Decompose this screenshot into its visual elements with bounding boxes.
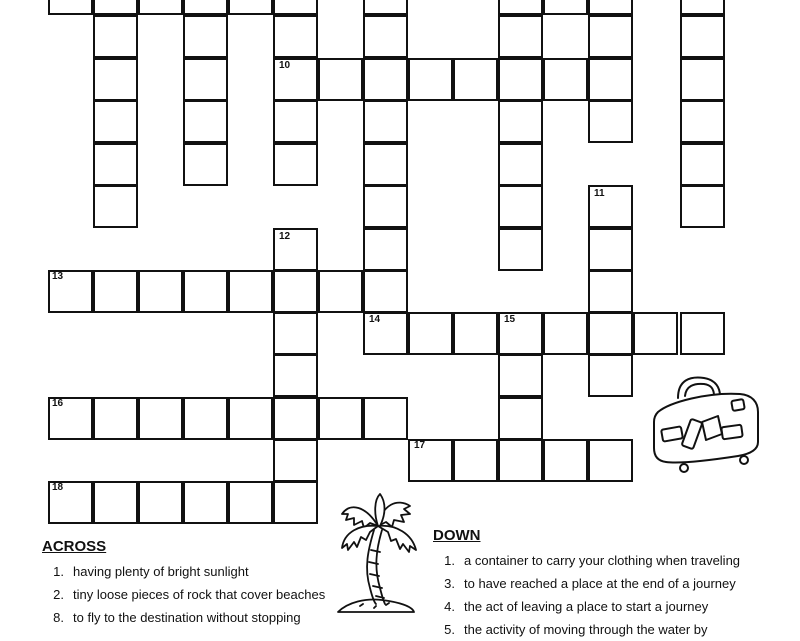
grid-cell[interactable] bbox=[363, 100, 408, 143]
grid-cell[interactable] bbox=[498, 100, 543, 143]
down-clue: 4. the act of leaving a place to start a journey bbox=[444, 599, 709, 614]
clue-number-14: 14 bbox=[369, 314, 381, 325]
grid-cell[interactable] bbox=[48, 0, 93, 15]
clue-number-13: 13 bbox=[52, 271, 64, 282]
grid-cell[interactable] bbox=[93, 143, 138, 186]
down-clue: 3. to have reached a place at the end of a journey bbox=[444, 576, 736, 591]
grid-cell[interactable] bbox=[408, 58, 453, 101]
grid-cell[interactable] bbox=[93, 0, 138, 15]
grid-cell[interactable] bbox=[93, 397, 138, 440]
grid-cell[interactable] bbox=[363, 0, 408, 15]
grid-cell[interactable] bbox=[318, 58, 363, 101]
grid-cell[interactable] bbox=[228, 270, 273, 313]
grid-cell[interactable] bbox=[408, 312, 453, 355]
grid-cell[interactable] bbox=[543, 58, 588, 101]
grid-cell[interactable] bbox=[183, 58, 228, 101]
grid-cell[interactable] bbox=[363, 397, 408, 440]
down-clue: 1. a container to carry your clothing when traveling bbox=[444, 553, 741, 568]
grid-cell[interactable] bbox=[543, 312, 588, 355]
grid-cell[interactable] bbox=[363, 58, 408, 101]
grid-cell[interactable] bbox=[498, 15, 543, 58]
grid-cell[interactable] bbox=[588, 270, 633, 313]
grid-cell[interactable] bbox=[363, 228, 408, 271]
grid-cell[interactable] bbox=[588, 15, 633, 58]
grid-cell[interactable] bbox=[228, 0, 273, 15]
grid-cell[interactable] bbox=[588, 0, 633, 15]
grid-cell[interactable] bbox=[498, 439, 543, 482]
clue-number-16: 16 bbox=[52, 398, 64, 409]
grid-cell[interactable] bbox=[183, 481, 228, 524]
grid-cell[interactable] bbox=[498, 58, 543, 101]
grid-cell[interactable] bbox=[680, 100, 725, 143]
grid-cell[interactable] bbox=[273, 100, 318, 143]
clue-number-15: 15 bbox=[504, 314, 516, 325]
clue-number-17: 17 bbox=[414, 440, 426, 451]
grid-cell[interactable] bbox=[498, 354, 543, 397]
grid-cell[interactable] bbox=[183, 270, 228, 313]
grid-cell[interactable] bbox=[273, 143, 318, 186]
grid-cell[interactable] bbox=[318, 397, 363, 440]
clue-number-18: 18 bbox=[52, 482, 64, 493]
grid-cell[interactable] bbox=[273, 15, 318, 58]
grid-cell[interactable] bbox=[273, 439, 318, 482]
grid-cell[interactable] bbox=[453, 439, 498, 482]
grid-cell[interactable] bbox=[273, 270, 318, 313]
down-heading: DOWN bbox=[433, 527, 481, 544]
grid-cell[interactable] bbox=[363, 143, 408, 186]
down-clues bbox=[433, 527, 740, 641]
grid-cell[interactable] bbox=[228, 397, 273, 440]
grid-cell[interactable] bbox=[633, 312, 678, 355]
grid-cell[interactable] bbox=[138, 270, 183, 313]
grid-cell[interactable] bbox=[93, 15, 138, 58]
grid-cell[interactable] bbox=[138, 481, 183, 524]
grid-cell[interactable] bbox=[183, 397, 228, 440]
down-clue: 5. the activity of moving through the water by bbox=[444, 622, 708, 637]
grid-cell[interactable] bbox=[588, 354, 633, 397]
grid-cell[interactable] bbox=[498, 185, 543, 228]
grid-cell[interactable] bbox=[273, 397, 318, 440]
grid-cell[interactable] bbox=[588, 312, 633, 355]
grid-cell[interactable] bbox=[183, 0, 228, 15]
grid-cell[interactable] bbox=[228, 481, 273, 524]
palm-tree-icon bbox=[330, 492, 425, 620]
grid-cell[interactable] bbox=[318, 270, 363, 313]
grid-cell[interactable] bbox=[588, 228, 633, 271]
grid-cell[interactable] bbox=[543, 439, 588, 482]
grid-cell[interactable] bbox=[93, 185, 138, 228]
grid-cell[interactable] bbox=[273, 0, 318, 15]
grid-cell[interactable] bbox=[183, 100, 228, 143]
grid-cell[interactable] bbox=[183, 15, 228, 58]
grid-cell[interactable] bbox=[93, 481, 138, 524]
grid-cell[interactable] bbox=[138, 0, 183, 15]
grid-cell[interactable] bbox=[273, 312, 318, 355]
grid-cell[interactable] bbox=[680, 143, 725, 186]
suitcase-icon bbox=[648, 372, 768, 477]
grid-cell[interactable] bbox=[363, 185, 408, 228]
grid-cell[interactable] bbox=[680, 185, 725, 228]
clue-number-10: 10 bbox=[279, 60, 291, 71]
grid-cell[interactable] bbox=[273, 354, 318, 397]
clue-number-12: 12 bbox=[279, 231, 291, 242]
grid-cell[interactable] bbox=[543, 0, 588, 15]
across-heading: ACROSS bbox=[42, 538, 107, 555]
grid-cell[interactable] bbox=[680, 58, 725, 101]
grid-cell[interactable] bbox=[588, 58, 633, 101]
grid-cell[interactable] bbox=[93, 100, 138, 143]
grid-cell[interactable] bbox=[680, 0, 725, 15]
grid-cell[interactable] bbox=[138, 397, 183, 440]
grid-cell[interactable] bbox=[498, 397, 543, 440]
grid-cell[interactable] bbox=[498, 228, 543, 271]
across-clue: 8. to fly to the destination without stopping bbox=[53, 610, 301, 625]
grid-cell[interactable] bbox=[588, 439, 633, 482]
grid-cell[interactable] bbox=[183, 143, 228, 186]
across-clue: 1. having plenty of bright sunlight bbox=[53, 564, 249, 579]
grid-cell[interactable] bbox=[273, 481, 318, 524]
across-clue: 2. tiny loose pieces of rock that cover beaches bbox=[53, 587, 326, 602]
grid-cell[interactable] bbox=[363, 270, 408, 313]
grid-cell[interactable] bbox=[498, 0, 543, 15]
grid-cell[interactable] bbox=[93, 58, 138, 101]
clue-number-11: 11 bbox=[594, 188, 605, 199]
grid-cell[interactable] bbox=[680, 15, 725, 58]
grid-cell[interactable] bbox=[588, 100, 633, 143]
grid-cell[interactable] bbox=[498, 143, 543, 186]
grid-cell[interactable] bbox=[453, 58, 498, 101]
grid-cell[interactable] bbox=[680, 312, 725, 355]
grid-cell[interactable] bbox=[453, 312, 498, 355]
grid-cell[interactable] bbox=[93, 270, 138, 313]
across-clues bbox=[42, 538, 325, 629]
grid-cell[interactable] bbox=[363, 15, 408, 58]
